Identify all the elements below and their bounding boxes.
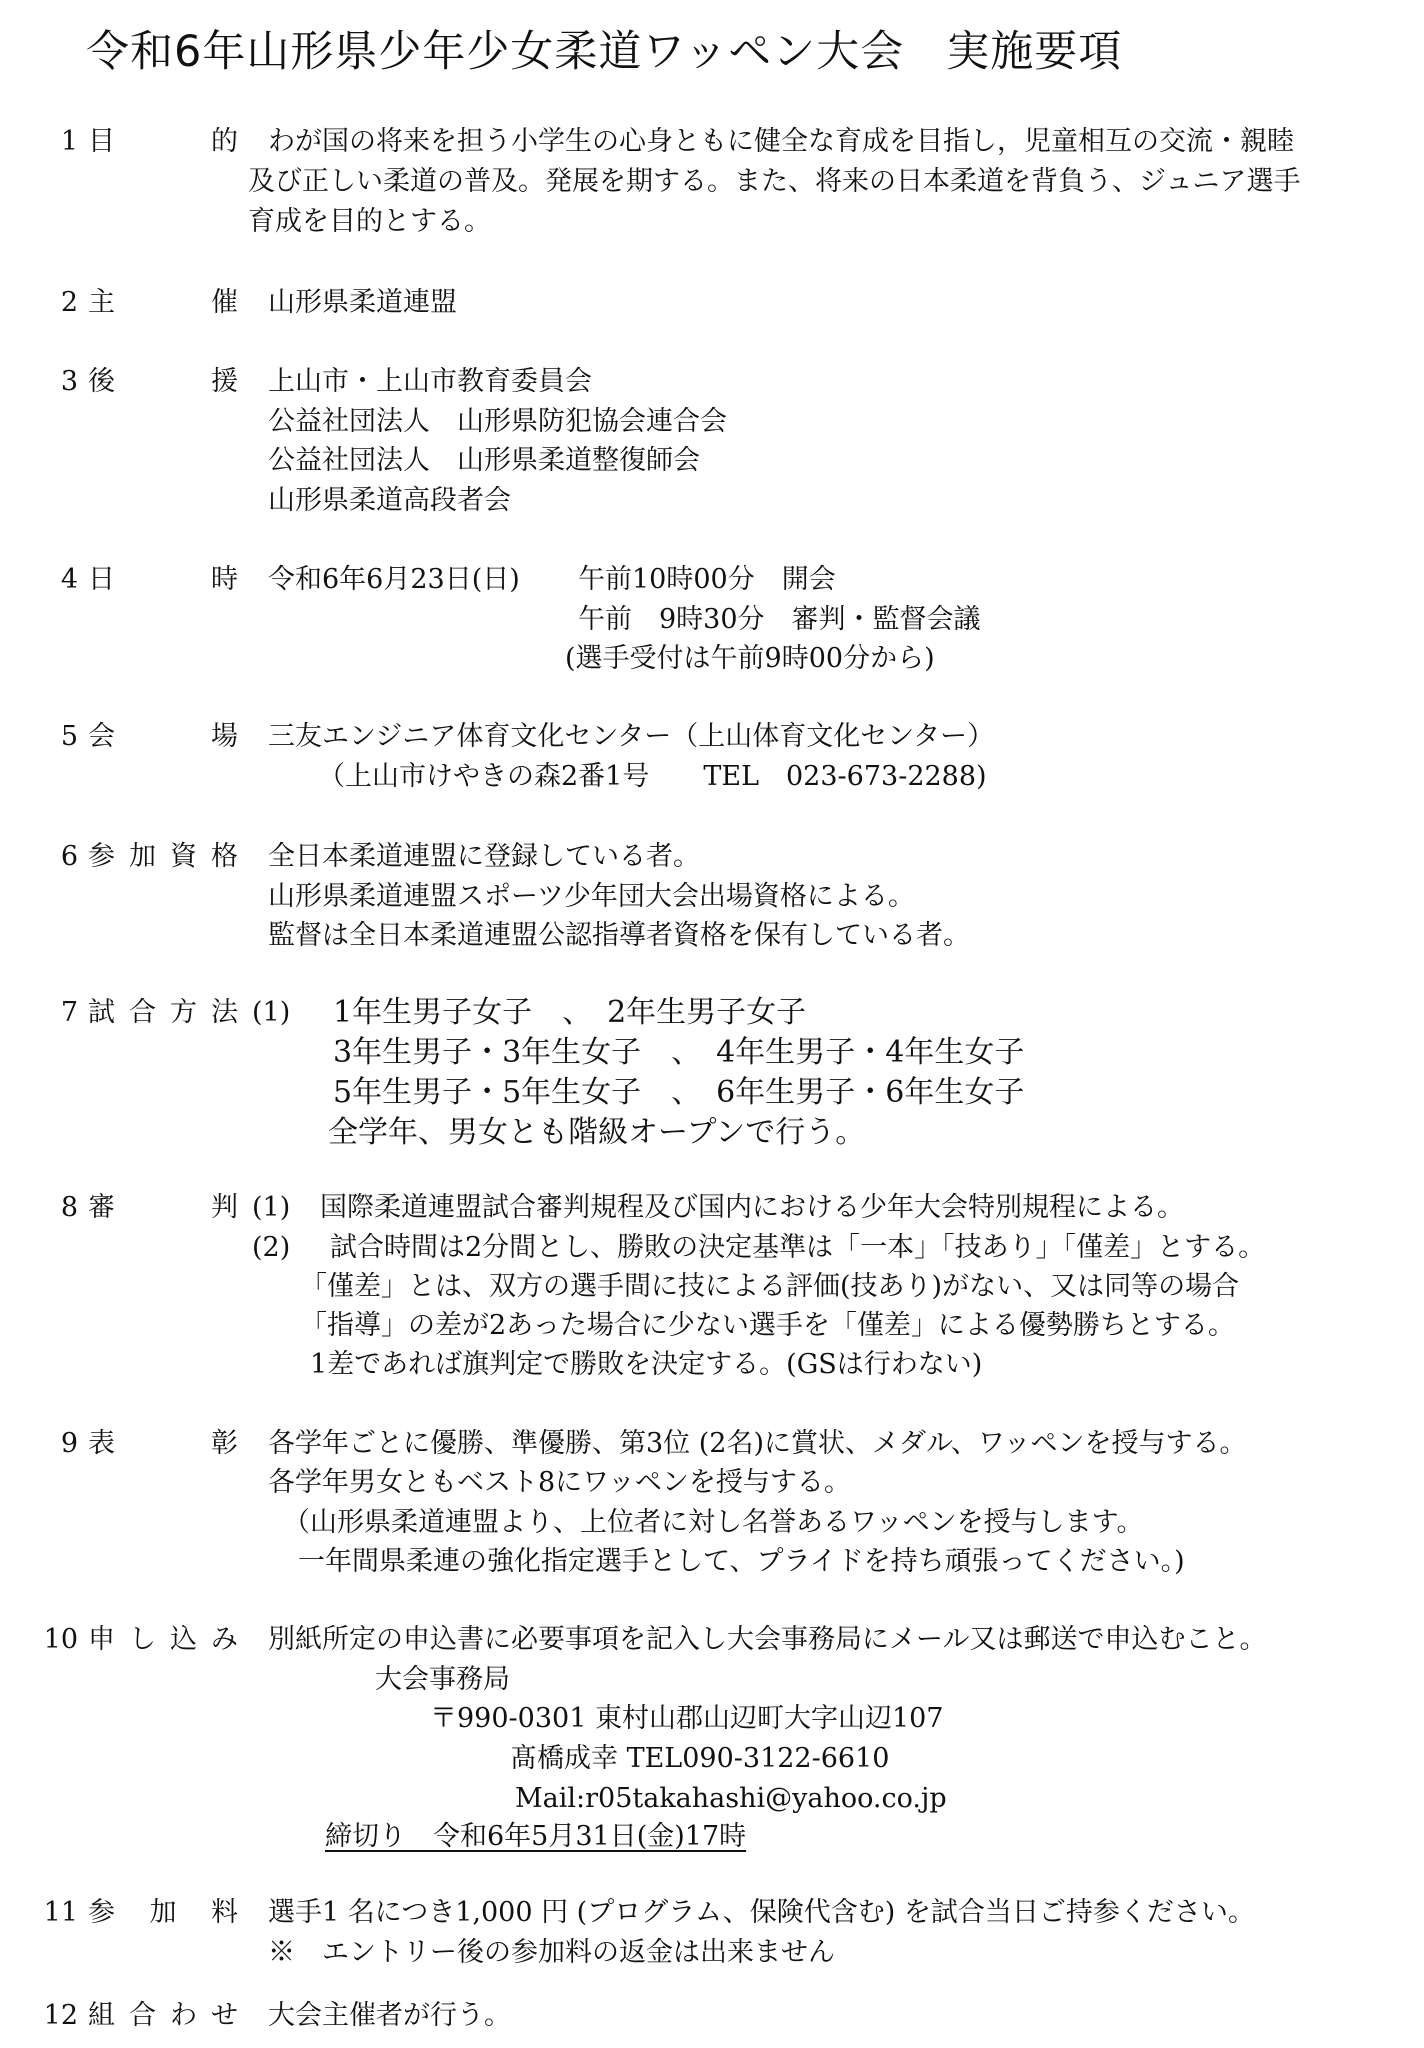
- heading-char: 加: [149, 1897, 177, 1928]
- application-deadline: 締切り 令和6年5月31日(金)17時: [325, 1821, 747, 1852]
- heading-char: み: [211, 1624, 238, 1655]
- sponsor-line: 山形県柔道高段者会: [268, 485, 511, 516]
- heading-char: 法: [211, 997, 238, 1028]
- heading-char: 日: [88, 564, 115, 595]
- heading-char: 場: [211, 721, 238, 752]
- heading-char: 合: [129, 2000, 156, 2031]
- section-heading: [88, 283, 238, 323]
- heading-char: 料: [211, 1897, 238, 1928]
- fee-line: 選手1 名につき1,000 円 (プログラム、保険代含む) を試合当日ご持参ください。: [268, 1897, 1255, 1928]
- meeting-time: 午前 9時30分 審判・監督会議: [578, 604, 981, 635]
- awards-line: 各学年ごとに優勝、準優勝、第3位 (2名)に賞状、メダル、ワッペンを授与する。: [268, 1428, 1247, 1459]
- title-main: 令和6年山形県少年少女柔道ワッペン大会: [86, 27, 905, 77]
- section-heading: [88, 1424, 238, 1464]
- heading-char: 時: [211, 564, 238, 595]
- purpose-line: わが国の将来を担う小学生の心身ともに健全な育成を目指し，児童相互の交流・親睦: [268, 126, 1294, 157]
- heading-char: 組: [88, 2000, 115, 2031]
- refereeing-rule: 国際柔道連盟試合審判規程及び国内における少年大会特別規程による。: [320, 1192, 1184, 1223]
- heading-char: 会: [88, 721, 115, 752]
- heading-char: 格: [211, 841, 238, 872]
- eligibility-line: 監督は全日本柔道連盟公認指導者資格を保有している者。: [268, 920, 970, 951]
- section-number: 12: [43, 2000, 78, 2031]
- item-marker: (1): [252, 1192, 291, 1223]
- purpose-line: 及び正しい柔道の普及。発展を期する。また、将来の日本柔道を背負う、ジュニア選手: [248, 166, 1301, 197]
- heading-char: 参: [88, 1897, 115, 1928]
- section-number: 6: [60, 841, 78, 872]
- section-number: 8: [60, 1192, 78, 1223]
- purpose-line: 育成を目的とする。: [248, 206, 491, 237]
- heading-char: 試: [88, 997, 115, 1028]
- event-date: 令和6年6月23日(日): [268, 564, 520, 595]
- section-heading: [88, 560, 238, 600]
- section-heading: [88, 122, 238, 162]
- division-note: 全学年、男女とも階級オープンで行う。: [328, 1115, 866, 1150]
- heading-char: 参: [88, 841, 115, 872]
- division-line: 3年生男子・3年生女子 、 4年生男子・4年生女子: [333, 1035, 1025, 1070]
- section-number: 10: [43, 1624, 78, 1655]
- heading-char: 催: [211, 287, 238, 318]
- heading-char: 申: [88, 1624, 115, 1655]
- refereeing-rule: 「指導」の差が2あった場合に少ない選手を「僅差」による優勢勝ちとする。: [300, 1310, 1235, 1341]
- heading-char: 主: [88, 287, 115, 318]
- heading-char: 込: [170, 1624, 197, 1655]
- division-line: 5年生男子・5年生女子 、 6年生男子・6年生女子: [333, 1075, 1025, 1110]
- title-sub: 実施要項: [946, 27, 1123, 77]
- fee-note: ※ エントリー後の参加料の返金は出来ません: [268, 1937, 835, 1968]
- reception-time: (選手受付は午前9時00分から): [565, 643, 935, 674]
- heading-char: 目: [88, 126, 115, 157]
- section-heading: [88, 837, 238, 877]
- eligibility-line: 全日本柔道連盟に登録している者。: [268, 841, 700, 872]
- awards-line: 一年間県柔連の強化指定選手として、プライドを持ち頑張ってください。): [298, 1546, 1185, 1577]
- sponsor-line: 上山市・上山市教育委員会: [268, 366, 592, 397]
- organizer-name: 山形県柔道連盟: [268, 287, 457, 318]
- section-number: 1: [60, 126, 78, 157]
- sponsor-line: 公益社団法人 山形県防犯協会連合会: [268, 406, 727, 437]
- refereeing-rule: 1差であれば旗判定で勝敗を決定する。(GSは行わない): [310, 1349, 983, 1380]
- office-address: 〒990-0301 東村山郡山辺町大字山辺107: [430, 1703, 944, 1734]
- heading-char: 表: [88, 1428, 115, 1459]
- heading-char: 加: [129, 841, 156, 872]
- section-number: 9: [60, 1428, 78, 1459]
- heading-char: 審: [88, 1192, 115, 1223]
- application-instructions: 別紙所定の申込書に必要事項を記入し大会事務局にメール又は郵送で申込むこと。: [268, 1624, 1267, 1655]
- document-title: [86, 18, 1406, 79]
- section-heading: [88, 993, 238, 1033]
- item-marker: (1): [252, 997, 291, 1028]
- section-heading: [88, 1996, 238, 2036]
- section-heading: [88, 717, 238, 757]
- heading-char: 合: [129, 997, 156, 1028]
- heading-char: わ: [170, 2000, 197, 2031]
- heading-char: 的: [211, 126, 238, 157]
- awards-line: 各学年男女ともベスト8にワッペンを授与する。: [268, 1467, 851, 1498]
- refereeing-rule: 「僅差」とは、双方の選手間に技による評価(技あり)がない、又は同等の場合: [300, 1271, 1240, 1302]
- sponsor-line: 公益社団法人 山形県柔道整復師会: [268, 445, 700, 476]
- office-label: 大会事務局: [375, 1664, 510, 1695]
- heading-char: 援: [211, 366, 238, 397]
- item-marker: (2): [252, 1232, 291, 1263]
- opening-time: 午前10時00分 開会: [578, 564, 836, 595]
- venue-name: 三友エンジニア体育文化センター（上山体育文化センター）: [268, 721, 995, 752]
- eligibility-line: 山形県柔道連盟スポーツ少年団大会出場資格による。: [268, 881, 915, 912]
- awards-line: （山形県柔道連盟より、上位者に対し名誉あるワッペンを授与します。: [283, 1507, 1144, 1538]
- matchups-line: 大会主催者が行う。: [268, 2000, 511, 2031]
- division-line: 1年生男子女子 、 2年生男子女子: [333, 995, 807, 1030]
- office-contact: 髙橋成幸 TEL090-3122-6610: [510, 1743, 890, 1774]
- section-number: 5: [60, 721, 78, 752]
- section-heading: [88, 362, 238, 402]
- heading-char: せ: [211, 2000, 238, 2031]
- heading-char: 彰: [211, 1428, 238, 1459]
- section-number: 7: [60, 997, 78, 1028]
- section-heading: [88, 1188, 238, 1228]
- heading-char: 資: [170, 841, 197, 872]
- section-number: 11: [43, 1897, 78, 1928]
- section-number: 3: [60, 366, 78, 397]
- section-number: 2: [60, 287, 78, 318]
- refereeing-rule: 試合時間は2分間とし、勝敗の決定基準は「一本」「技あり」「僅差」とする。: [330, 1232, 1266, 1263]
- section-heading: [88, 1893, 238, 1933]
- heading-char: 方: [170, 997, 197, 1028]
- heading-char: し: [129, 1624, 156, 1655]
- venue-address: （上山市けやきの森2番1号 TEL 023-673-2288): [318, 761, 987, 792]
- section-number: 4: [60, 564, 78, 595]
- heading-char: 判: [211, 1192, 238, 1223]
- heading-char: 後: [88, 366, 115, 397]
- section-heading: [88, 1620, 238, 1660]
- office-email: Mail:r05takahashi@yahoo.co.jp: [515, 1783, 947, 1814]
